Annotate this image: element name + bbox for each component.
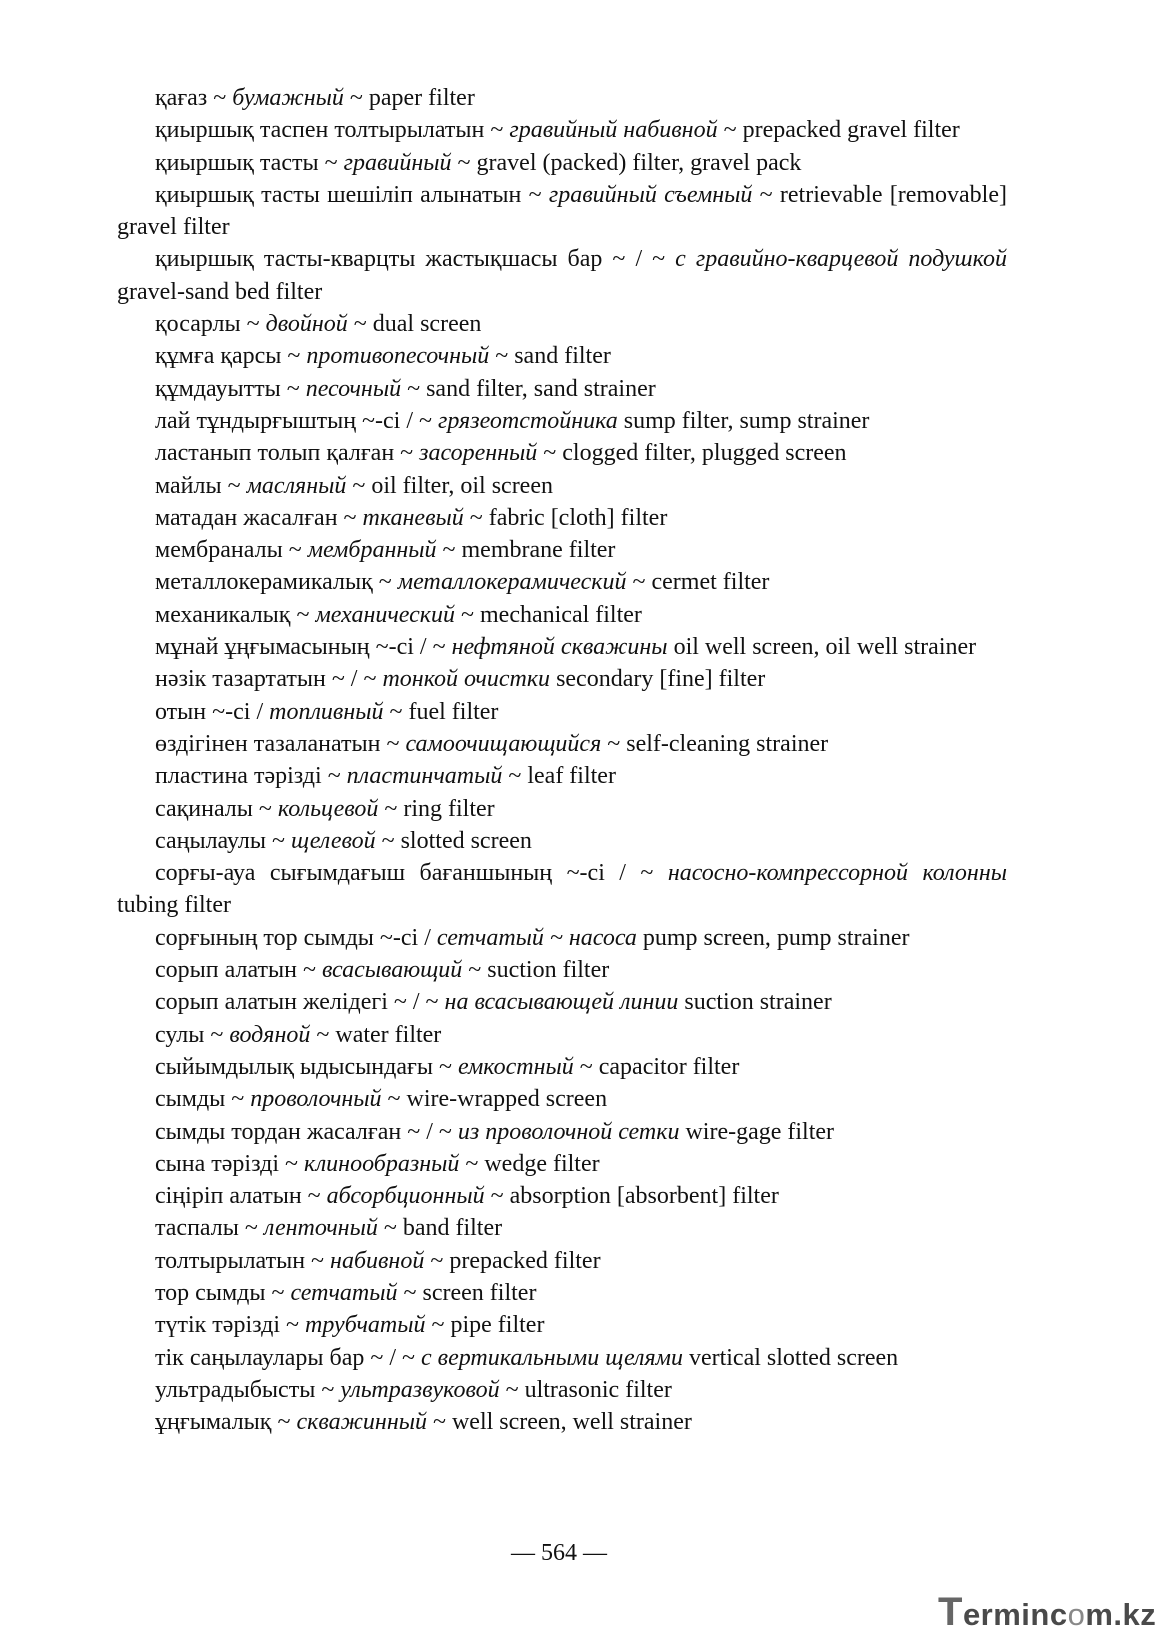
kazakh-term: өздігінен тазаланатын ~ xyxy=(155,730,406,757)
dictionary-entry xyxy=(117,179,1007,244)
russian-term: проволочный xyxy=(250,1086,382,1113)
dictionary-entry xyxy=(117,631,1007,663)
english-term: ~ slotted screen xyxy=(375,827,532,854)
russian-term: гравийный xyxy=(343,149,452,176)
dictionary-entry xyxy=(117,437,1007,469)
russian-term: набивной xyxy=(330,1247,425,1274)
kazakh-term: лай тұндырғыштың ~-сі / ~ xyxy=(155,407,438,434)
dictionary-entry xyxy=(117,340,1007,372)
english-term: ~ cermet filter xyxy=(626,569,770,596)
kazakh-term: қиыршық тасты ~ xyxy=(155,149,344,176)
dictionary-entry xyxy=(117,534,1007,566)
site-logo: Termincom.kz xyxy=(938,1590,1157,1634)
english-term: ~ prepacked filter xyxy=(424,1247,601,1274)
english-term: ~ clogged filter, plugged screen xyxy=(537,440,847,467)
russian-term: нефтяной скважины xyxy=(451,634,668,661)
kazakh-term: металлокерамикалық ~ xyxy=(155,569,398,596)
english-term: wire-gage filter xyxy=(679,1118,835,1145)
russian-term: тонкой очистки xyxy=(382,666,551,693)
kazakh-term: толтырылатын ~ xyxy=(155,1247,331,1274)
russian-term: ленточный xyxy=(263,1215,378,1242)
english-term: sump filter, sump strainer xyxy=(617,407,870,434)
kazakh-term: мұнай ұңғымасының ~-сі / ~ xyxy=(155,634,452,661)
russian-term: топливный xyxy=(269,698,384,725)
dictionary-entries xyxy=(117,82,1007,1438)
dictionary-entry xyxy=(117,1277,1007,1309)
english-term: ~ screen filter xyxy=(397,1279,537,1306)
dictionary-entry xyxy=(117,1148,1007,1180)
dictionary-entry xyxy=(117,82,1007,114)
dictionary-entry xyxy=(117,470,1007,502)
dictionary-entry xyxy=(117,566,1007,598)
english-term: vertical slotted screen xyxy=(682,1344,899,1371)
english-term: ~ suction filter xyxy=(462,957,610,984)
english-term: ~ ultrasonic filter xyxy=(499,1376,672,1403)
russian-term: двойной xyxy=(265,311,348,338)
english-term: ~ absorption [absorbent] filter xyxy=(484,1183,779,1210)
russian-term: емкостный xyxy=(457,1053,574,1080)
kazakh-term: мембраналы ~ xyxy=(155,537,308,564)
english-term: ~ band filter xyxy=(377,1215,503,1242)
russian-term: мембранный xyxy=(307,537,437,564)
english-term: ~ capacitor filter xyxy=(573,1053,740,1080)
kazakh-term: сорып алатын ~ xyxy=(155,957,322,984)
dictionary-entry xyxy=(117,405,1007,437)
dictionary-entry xyxy=(117,986,1007,1018)
russian-term: металлокерамический xyxy=(397,569,627,596)
english-term: ~ wedge filter xyxy=(459,1150,600,1177)
dictionary-entry xyxy=(117,954,1007,986)
russian-term: засоренный xyxy=(419,440,538,467)
russian-term: грязеотстойника xyxy=(438,407,618,434)
english-term: ~ membrane filter xyxy=(436,537,616,564)
kazakh-term: қиыршық таспен толтырылатын ~ xyxy=(155,117,510,144)
dictionary-entry xyxy=(117,147,1007,179)
dictionary-entry xyxy=(117,1019,1007,1051)
dictionary-entry xyxy=(117,1374,1007,1406)
russian-term: водяной xyxy=(229,1021,311,1048)
russian-term: щелевой xyxy=(291,827,376,854)
page-number: ― 564 ― xyxy=(511,1540,607,1566)
kazakh-term: сулы ~ xyxy=(155,1021,230,1048)
dictionary-entry xyxy=(117,1245,1007,1277)
kazakh-term: сыйымдылық ыдысындағы ~ xyxy=(155,1053,458,1080)
dictionary-entry xyxy=(117,922,1007,954)
kazakh-term: сымды ~ xyxy=(155,1086,251,1113)
dictionary-entry xyxy=(117,696,1007,728)
english-term: ~ sand filter xyxy=(489,343,611,370)
english-term: tubing filter xyxy=(117,892,231,919)
english-term: ~ oil filter, oil screen xyxy=(346,472,553,499)
english-term: ~ fuel filter xyxy=(383,698,499,725)
kazakh-term: құмдауытты ~ xyxy=(155,375,306,402)
russian-term: песочный xyxy=(305,375,402,402)
kazakh-term: сіңіріп алатын ~ xyxy=(155,1183,327,1210)
russian-term: абсорбционный xyxy=(326,1183,485,1210)
dictionary-entry xyxy=(117,1212,1007,1244)
kazakh-term: саңылаулы ~ xyxy=(155,827,292,854)
russian-term: насосно-компрессорной колонны xyxy=(667,860,1007,887)
dictionary-entry xyxy=(117,760,1007,792)
kazakh-term: механикалық ~ xyxy=(155,601,316,628)
russian-term: гравийный набивной xyxy=(509,117,718,144)
kazakh-term: ультрадыбысты ~ xyxy=(155,1376,341,1403)
russian-term: пластинчатый xyxy=(346,763,503,790)
dictionary-entry xyxy=(117,114,1007,146)
english-term: ~ well screen, well strainer xyxy=(426,1409,692,1436)
russian-term: масляный xyxy=(246,472,347,499)
kazakh-term: құмға қарсы ~ xyxy=(155,343,307,370)
english-term: ~ water filter xyxy=(310,1021,442,1048)
russian-term: из проволочной сетки xyxy=(457,1118,680,1145)
kazakh-term: қиыршық тасты шешіліп алынатын ~ xyxy=(155,181,549,208)
kazakh-term: сорғының тор сымды ~-сі / xyxy=(155,924,437,951)
kazakh-term: пластина тәрізді ~ xyxy=(155,763,347,790)
russian-term: с вертикальными щелями xyxy=(421,1344,683,1371)
dictionary-entry xyxy=(117,1406,1007,1438)
english-term: ~ pipe filter xyxy=(425,1312,545,1339)
kazakh-term: тор сымды ~ xyxy=(155,1279,291,1306)
russian-term: клинообразный xyxy=(304,1150,460,1177)
russian-term: с гравийно-кварцевой подушкой xyxy=(675,246,1007,273)
russian-term: самоочищающийся xyxy=(405,730,602,757)
kazakh-term: қосарлы ~ xyxy=(155,311,266,338)
kazakh-term: сорып алатын желідегі ~ / ~ xyxy=(155,989,445,1016)
kazakh-term: тік саңылаулары бар ~ / ~ xyxy=(155,1344,421,1371)
kazakh-term: түтік тәрізді ~ xyxy=(155,1312,306,1339)
dictionary-entry xyxy=(117,728,1007,760)
kazakh-term: сына тәрізді ~ xyxy=(155,1150,304,1177)
dictionary-entry xyxy=(117,1309,1007,1341)
english-term: ~ mechanical filter xyxy=(455,601,642,628)
russian-term: на всасывающей линии xyxy=(444,989,679,1016)
english-term: ~ dual screen xyxy=(347,311,482,338)
english-term: gravel-sand bed filter xyxy=(117,278,323,305)
english-term: ~ fabric [cloth] filter xyxy=(463,504,668,531)
russian-term: трубчатый xyxy=(305,1312,426,1339)
russian-term: всасывающий xyxy=(321,957,463,984)
dictionary-entry xyxy=(117,793,1007,825)
kazakh-term: сымды тордан жасалған ~ / ~ xyxy=(155,1118,458,1145)
english-term: ~ leaf filter xyxy=(502,763,616,790)
english-term: ~ self-cleaning strainer xyxy=(601,730,829,757)
kazakh-term: отын ~-сі / xyxy=(155,698,270,725)
kazakh-term: таспалы ~ xyxy=(155,1215,264,1242)
dictionary-entry xyxy=(117,663,1007,695)
kazakh-term: қиыршық тасты-кварцты жастықшасы бар ~ / ~ xyxy=(155,246,676,273)
english-term: oil well screen, oil well strainer xyxy=(667,634,977,661)
dictionary-entry xyxy=(117,243,1007,308)
english-term: ~ paper filter xyxy=(343,85,475,111)
kazakh-term: майлы ~ xyxy=(155,472,247,499)
dictionary-entry xyxy=(117,1180,1007,1212)
dictionary-entry xyxy=(117,599,1007,631)
russian-term: ультразвуковой xyxy=(340,1376,500,1403)
english-term: ~ sand filter, sand strainer xyxy=(401,375,656,402)
english-term: secondary [fine] filter xyxy=(550,666,766,693)
dictionary-entry xyxy=(117,1051,1007,1083)
russian-term: кольцевой xyxy=(277,795,379,822)
russian-term: гравийный съемный xyxy=(548,181,753,208)
dictionary-entry xyxy=(117,1342,1007,1374)
russian-term: противопесочный xyxy=(306,343,490,370)
english-term: ~ retrievable [removable] gravel filter xyxy=(117,181,1007,241)
english-term: suction strainer xyxy=(678,989,832,1016)
russian-term: сетчатый xyxy=(290,1279,398,1306)
kazakh-term: сақиналы ~ xyxy=(155,795,278,822)
dictionary-entry xyxy=(117,825,1007,857)
dictionary-entry xyxy=(117,502,1007,534)
english-term: ~ wire-wrapped screen xyxy=(381,1086,608,1113)
kazakh-term: қағаз ~ xyxy=(155,85,233,111)
dictionary-entry xyxy=(117,857,1007,922)
english-term: pump screen, pump strainer xyxy=(636,924,910,951)
dictionary-entry xyxy=(117,373,1007,405)
kazakh-term: сорғы-ауа сығымдағыш бағаншының ~-сі / ~ xyxy=(155,860,668,887)
english-term: ~ ring filter xyxy=(378,795,495,822)
kazakh-term: матадан жасалған ~ xyxy=(155,504,363,531)
russian-term: механический xyxy=(315,601,456,628)
dictionary-entry xyxy=(117,1083,1007,1115)
russian-term: скважинный xyxy=(296,1409,427,1436)
kazakh-term: ұңғымалық ~ xyxy=(155,1409,297,1436)
english-term: ~ gravel (packed) filter, gravel pack xyxy=(451,149,802,176)
russian-term: тканевый xyxy=(362,504,464,531)
english-term: ~ prepacked gravel filter xyxy=(717,117,960,144)
kazakh-term: ластанып толып қалған ~ xyxy=(155,440,420,467)
russian-term: бумажный xyxy=(232,85,344,111)
russian-term: сетчатый ~ насоса xyxy=(436,924,637,951)
dictionary-entry xyxy=(117,1116,1007,1148)
dictionary-entry xyxy=(117,308,1007,340)
kazakh-term: нәзік тазартатын ~ / ~ xyxy=(155,666,383,693)
